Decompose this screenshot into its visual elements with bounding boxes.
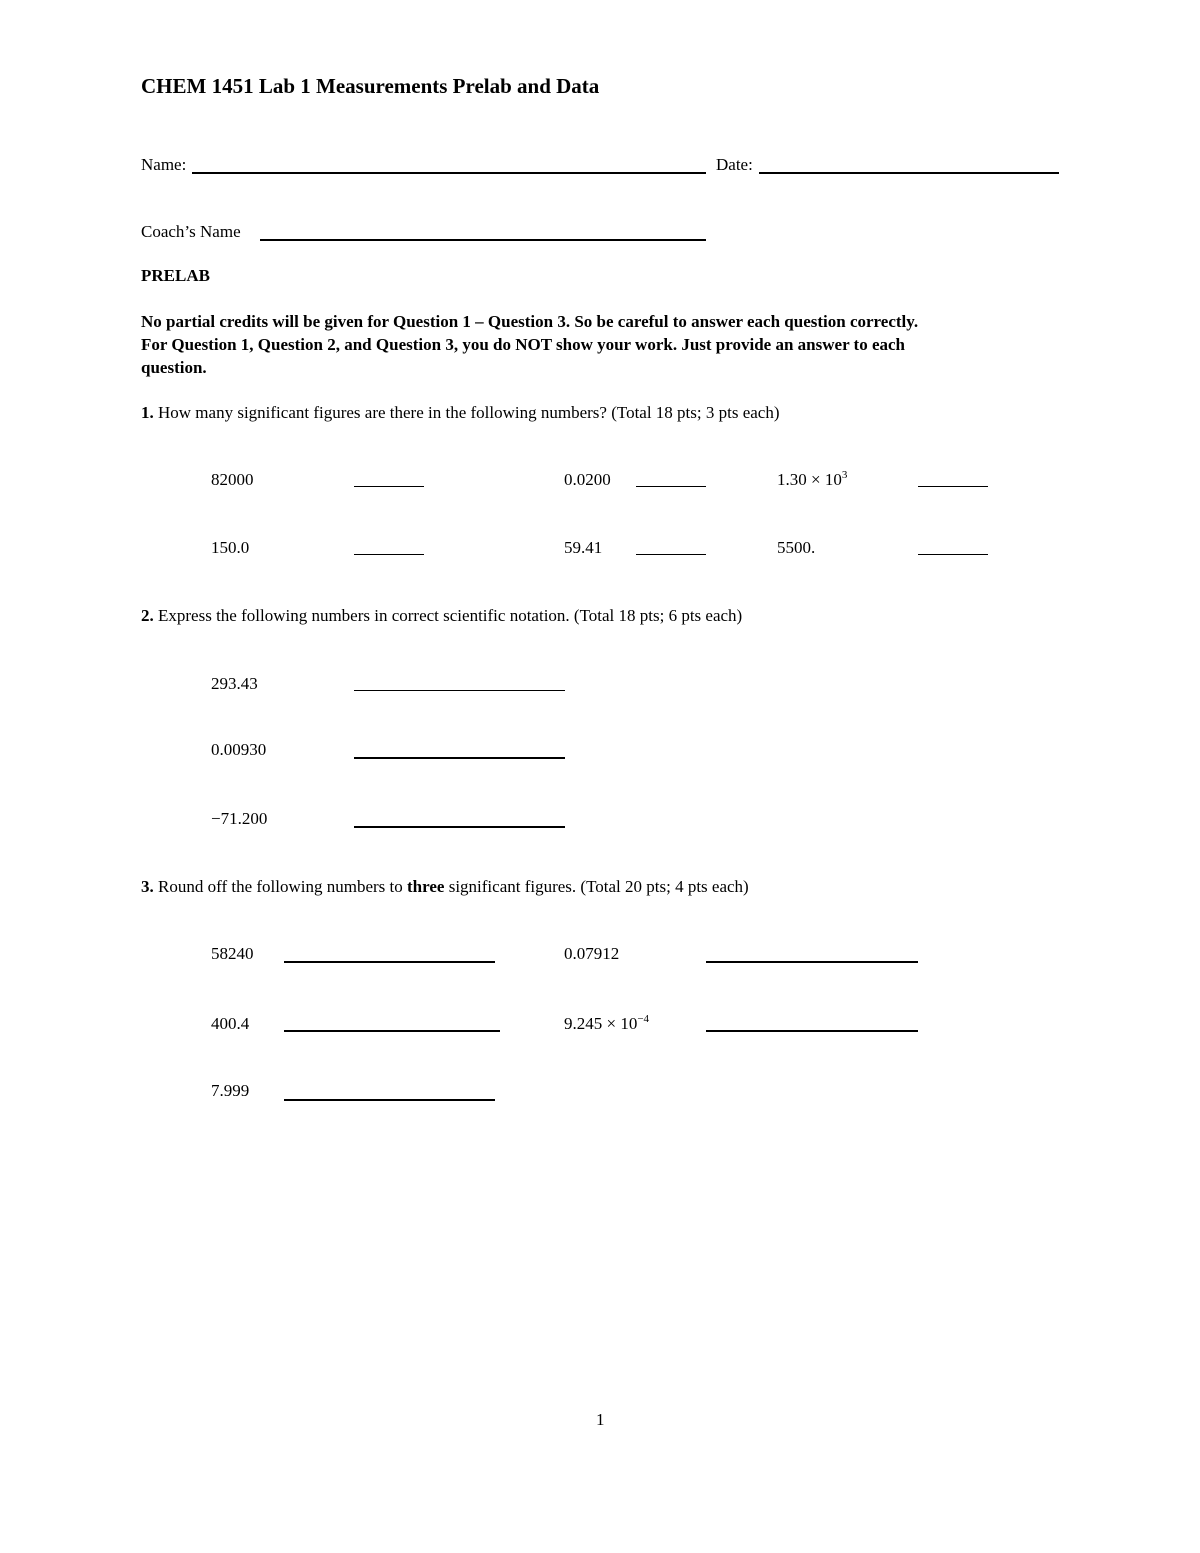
q1-item-5: 59.41 [564, 538, 603, 557]
question-3-text-before: Round off the following numbers to [158, 877, 403, 896]
q1-item-3-base: 1.30 × 10 [777, 470, 842, 489]
question-1-text: How many significant figures are there in the following numbers? (Total 18 pts; 3 pts each) [158, 403, 780, 422]
q1-item-6: 5500. [777, 538, 816, 557]
q3-item-5: 7.999 [211, 1081, 250, 1100]
q1-item-3-exponent: 3 [841, 469, 848, 481]
q3-item-4 [564, 1014, 649, 1034]
date-field[interactable] [759, 172, 1059, 174]
coach-name-label: Coach’s Name [141, 222, 241, 241]
question-3-text-after: significant figures. (Total 20 pts; 4 pts each) [448, 877, 749, 896]
q3-answer-2[interactable] [706, 961, 918, 963]
prelab-instructions-line-2: For Question 1, Question 2, and Question 3, you do NOT show your work. Just provide an answer to each [141, 335, 906, 354]
q3-item-1: 58240 [211, 944, 254, 963]
q2-item-2: 0.00930 [211, 740, 267, 759]
question-2-prompt [141, 606, 742, 626]
q1-item-1: 82000 [211, 470, 254, 489]
name-field[interactable] [192, 172, 706, 174]
q2-answer-3[interactable] [354, 826, 565, 828]
q3-answer-3[interactable] [284, 1030, 500, 1032]
q2-answer-1[interactable] [354, 690, 565, 691]
q1-answer-5[interactable] [636, 554, 706, 555]
prelab-instructions-line-3: question. [141, 358, 207, 377]
prelab-instructions-line-1: No partial credits will be given for Question 1 – Question 3. So be careful to answer each question correctly. [141, 312, 919, 331]
question-1-prompt [141, 403, 780, 423]
q3-answer-5[interactable] [284, 1099, 495, 1101]
question-3-text-bold: three [407, 877, 445, 896]
question-1-number: 1. [141, 403, 154, 422]
question-2-number: 2. [141, 606, 154, 625]
q1-item-2: 0.0200 [564, 470, 611, 489]
q2-answer-2[interactable] [354, 757, 565, 759]
q1-answer-3[interactable] [918, 486, 988, 487]
question-2-text: Express the following numbers in correct scientific notation. (Total 18 pts; 6 pts each) [158, 606, 743, 625]
date-label: Date: [716, 155, 753, 174]
q3-item-4-exponent: −4 [637, 1013, 650, 1025]
q1-item-4: 150.0 [211, 538, 250, 557]
question-3-number: 3. [141, 877, 154, 896]
q3-answer-4[interactable] [706, 1030, 918, 1032]
q3-item-4-base: 9.245 × 10 [564, 1014, 638, 1033]
coach-name-field[interactable] [260, 239, 706, 241]
q1-answer-4[interactable] [354, 554, 424, 555]
name-label: Name: [141, 155, 187, 174]
q1-answer-1[interactable] [354, 486, 424, 487]
q1-answer-2[interactable] [636, 486, 706, 487]
question-3-prompt [141, 877, 749, 897]
q3-item-3: 400.4 [211, 1014, 250, 1033]
prelab-heading: PRELAB [141, 266, 210, 285]
q3-item-2: 0.07912 [564, 944, 620, 963]
page-title: CHEM 1451 Lab 1 Measurements Prelab and Data [141, 74, 600, 98]
q1-answer-6[interactable] [918, 554, 988, 555]
page-number: 1 [596, 1410, 605, 1429]
q2-item-1: 293.43 [211, 674, 258, 693]
q3-answer-1[interactable] [284, 961, 495, 963]
q2-item-3: −71.200 [211, 809, 268, 828]
q1-item-3 [777, 470, 847, 490]
